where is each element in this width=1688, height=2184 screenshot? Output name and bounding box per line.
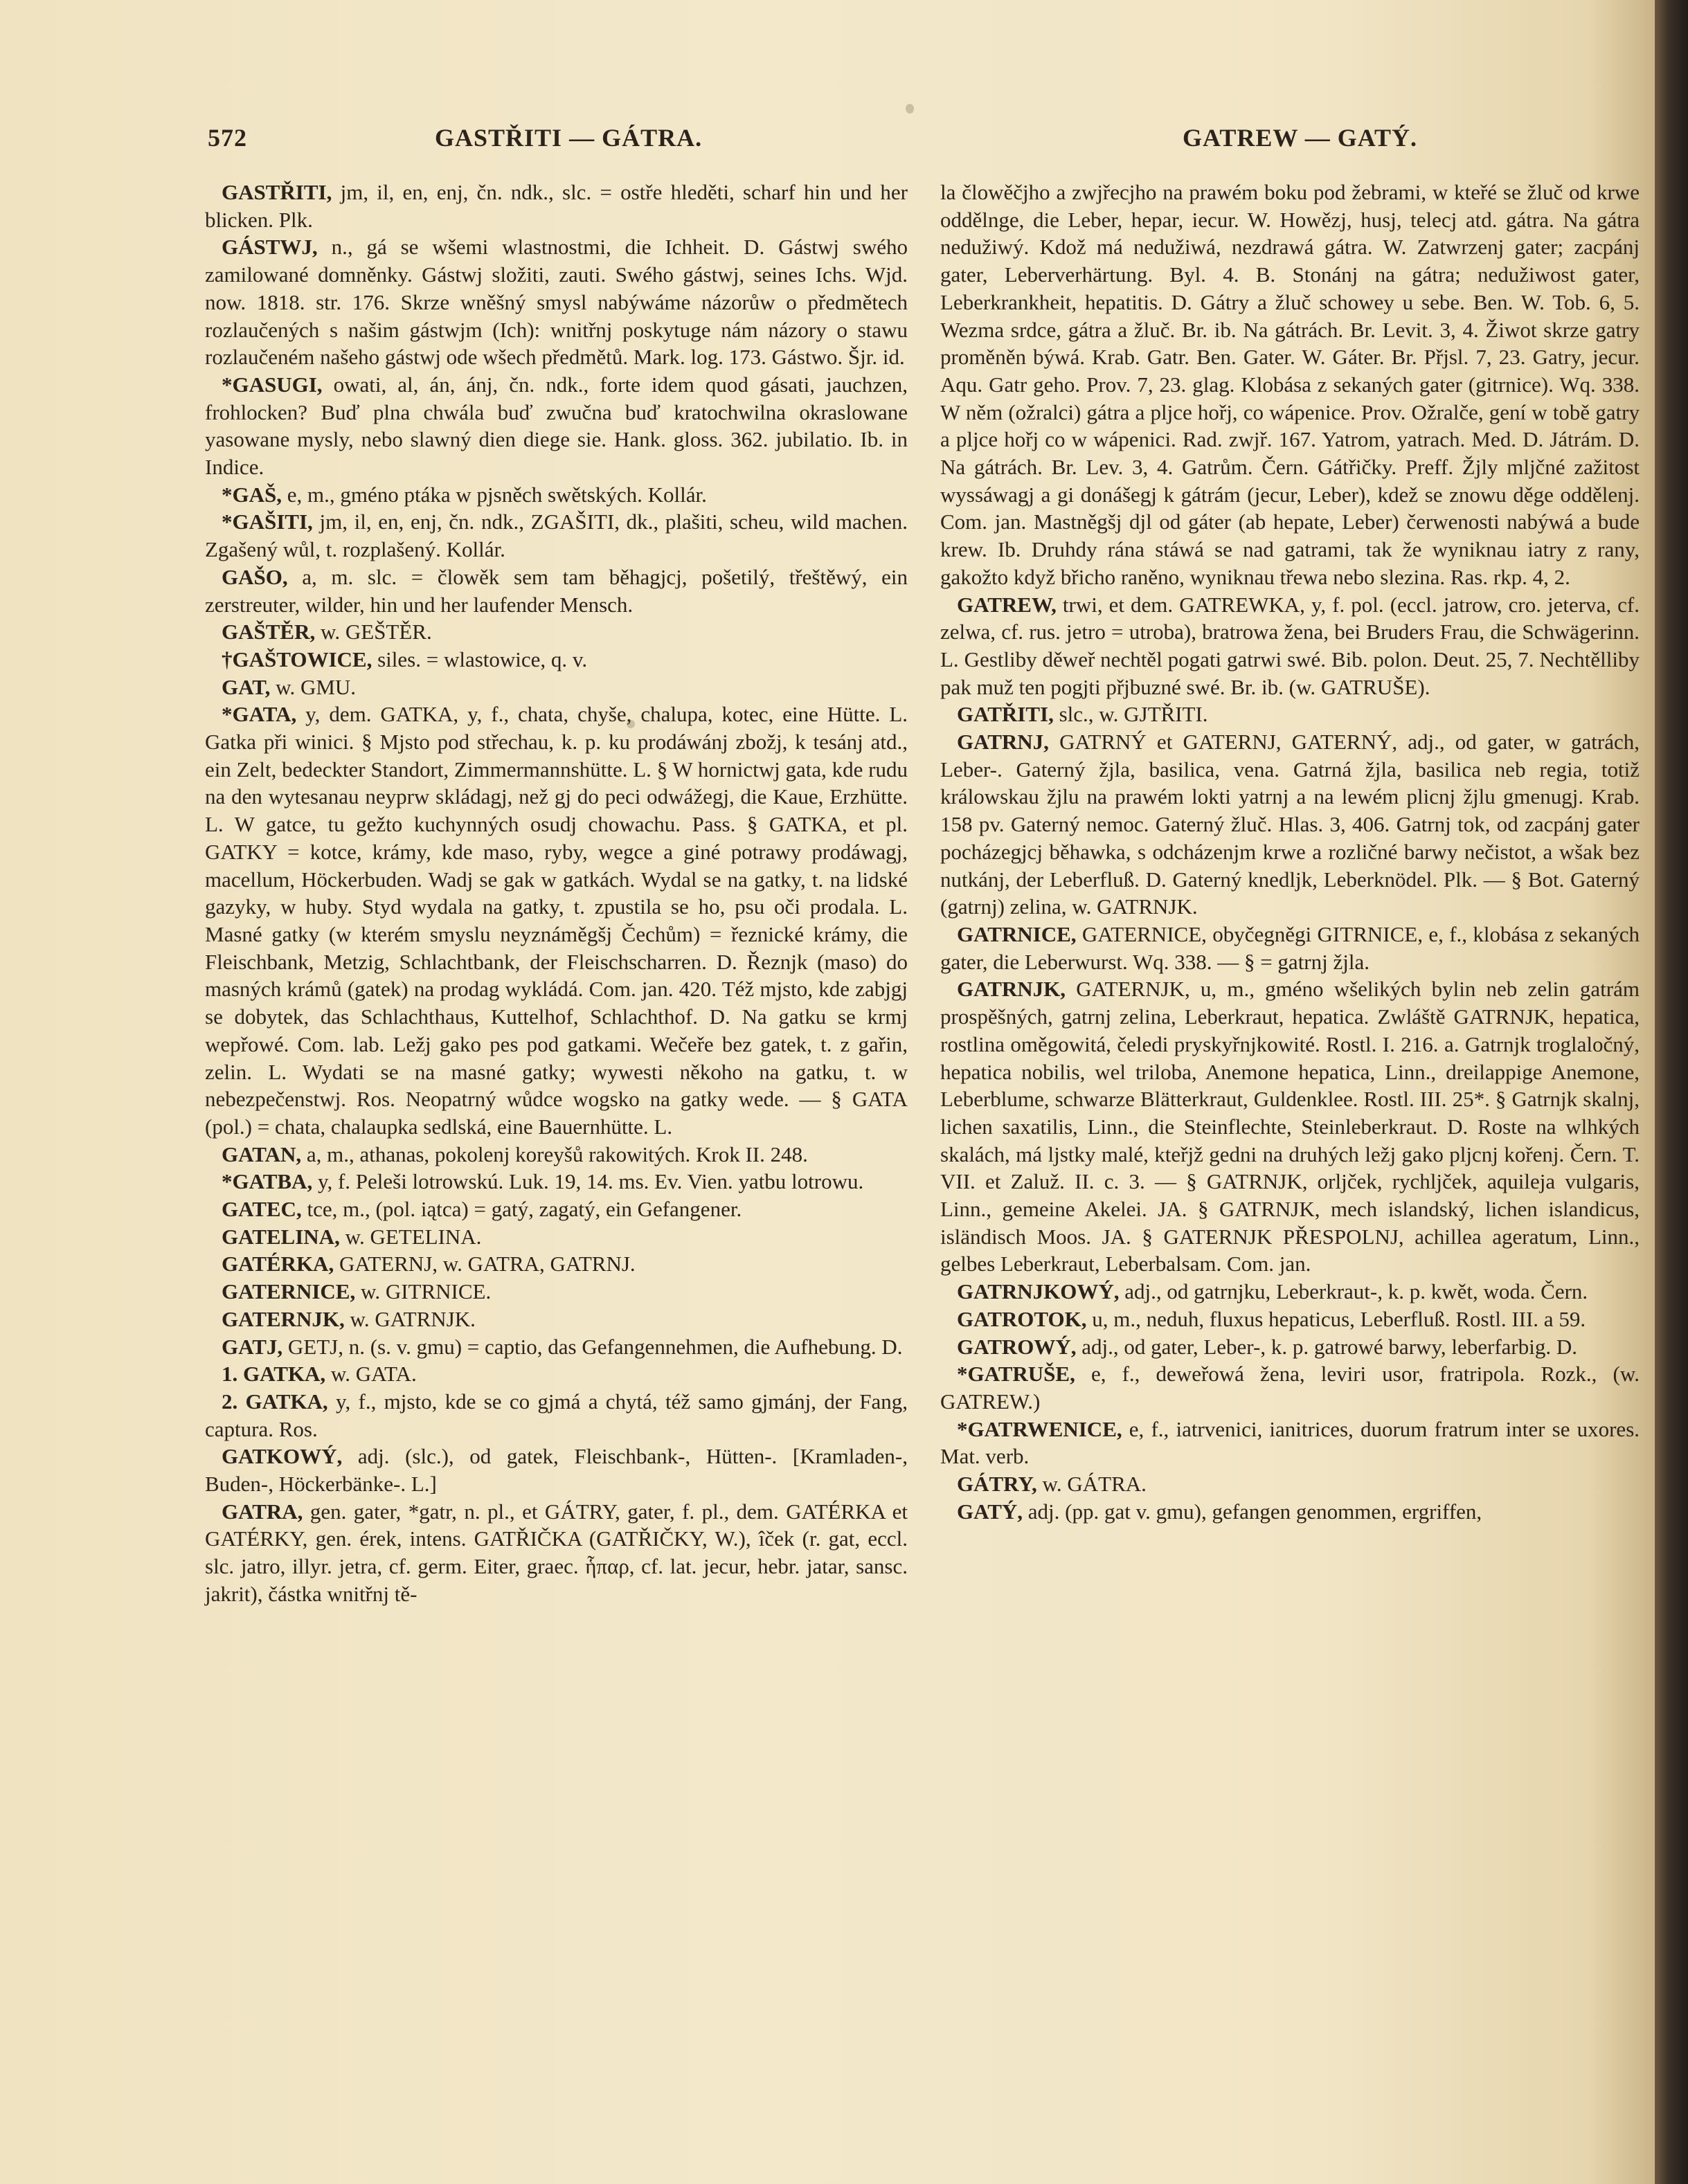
- entry-headword: GASTŘITI,: [222, 180, 332, 204]
- entry-body: a, m., athanas, pokolenj koreyšů rakowitých. Krok II. 248.: [306, 1141, 808, 1166]
- entry-headword: GÁSTWJ,: [222, 235, 318, 260]
- entry-headword: GÁTRY,: [957, 1472, 1037, 1497]
- header-right-range: GATREW — GATÝ.: [1183, 124, 1418, 152]
- entry-body: e, f., deweřowá žena, leviri usor, fratripola. Rozk., (w. GATREW.): [940, 1362, 1640, 1414]
- entry-headword: GATREW,: [957, 592, 1057, 617]
- entry-headword: GAT,: [222, 674, 271, 699]
- dictionary-entry: [205, 508, 908, 563]
- entry-body: tce, m., (pol. iątca) = gatý, zagatý, ein Gefangener.: [307, 1197, 742, 1222]
- entry-headword: †GAŠTOWICE,: [222, 647, 372, 671]
- entry-body: slc., w. GJTŘITI.: [1059, 702, 1208, 727]
- entry-headword: *GATRWENICE,: [957, 1416, 1122, 1441]
- book-edge: [1655, 0, 1688, 2184]
- entry-headword: GATRNJKOWÝ,: [957, 1279, 1120, 1304]
- dictionary-entry: [205, 618, 908, 646]
- entry-body: GATRNÝ et GATERNJ, GATERNÝ, adj., od gater, w gatrách, Leber-. Gaterný žjla, basilica, vena. Gatrná žjla, basilica neb regia, totiž králowskau žjlu na prawém lokti yatrnj a na lewém plicnj žjlu gmenugj. Krab. 158 pv. Gaterný nemoc. Gaterný žluč. Hlas. 3, 406. Gatrnj tok, od zacpánj gater pocházegjcj běhawka, s odcházenjm krwe a rozličné barwy nečistot, a wšak bez nutkánj, der Leberfluß. D. Gaterný knedljk, Leberknödel. Plk. — § Bot. Gaterný (gatrnj) zelina, w. GATRNJK.: [940, 730, 1640, 919]
- entry-body: GETJ, n. (s. v. gmu) = captio, das Gefangennehmen, die Aufhebung. D.: [287, 1334, 903, 1359]
- entry-headword: GAŠO,: [222, 564, 288, 589]
- entry-headword: GATERNJK,: [222, 1306, 345, 1331]
- dictionary-entry: [205, 674, 908, 701]
- entry-headword: *GAŠ,: [222, 482, 282, 507]
- dictionary-entry: [205, 1195, 908, 1223]
- dictionary-entry: [940, 1333, 1640, 1361]
- dictionary-entry: [940, 921, 1640, 975]
- dictionary-entry: [205, 233, 908, 371]
- entry-headword: GATAN,: [222, 1141, 302, 1166]
- dictionary-entry: [205, 1333, 908, 1361]
- running-header: [0, 123, 1655, 165]
- entry-body: n., gá se wšemi wlastnostmi, die Ichheit. D. Gástwj swého zamilowané domněnky. Gástwj složiti, zauti. Swého gástwj, seines Ichs. Wjd. now. 1818. str. 176. Skrze wněšný smysl nabýwáme názorůw o předmětech rozlaučených s našim gástwjm (Ich): wnitřnj poskytuge nám názory o stawu rozlaučeném našeho gástwj ode wšech předmětů. Mark. log. 173. Gástwo. Šjr. id.: [205, 235, 908, 370]
- dictionary-entry: [205, 481, 908, 509]
- dictionary-entry: [205, 1443, 908, 1497]
- dictionary-entry: [205, 371, 908, 481]
- entry-body: jm, il, en, enj, čn. ndk., slc. = ostře hleděti, scharf hin und her blicken. Plk.: [205, 180, 908, 232]
- entry-headword: *GATBA,: [222, 1169, 313, 1194]
- entry-headword: *GATRUŠE,: [957, 1362, 1075, 1387]
- dictionary-entry: [205, 1141, 908, 1168]
- entry-body: w. GATRNJK.: [350, 1306, 476, 1331]
- dictionary-entry: [940, 179, 1640, 591]
- entry-headword: GATJ,: [222, 1334, 283, 1359]
- entry-body: w. GÁTRA.: [1042, 1472, 1147, 1497]
- ink-spot: [627, 720, 635, 728]
- entry-headword: GATÉRKA,: [222, 1252, 334, 1276]
- entry-body: adj. (slc.), od gatek, Fleischbank-, Hütten-. [Kramladen-, Buden-, Höckerbänke-. L.]: [205, 1444, 908, 1497]
- entry-body: y, f., mjsto, kde se co gjmá a chytá, též samo gjmánj, der Fang, captura. Ros.: [205, 1389, 908, 1441]
- entry-headword: GATROWÝ,: [957, 1334, 1077, 1359]
- dictionary-entry: [205, 646, 908, 674]
- entry-headword: GATRNICE,: [957, 921, 1077, 946]
- ink-spot: [906, 104, 914, 114]
- entry-headword: GATERNICE,: [222, 1279, 356, 1304]
- entry-headword: GAŠTĚR,: [222, 620, 316, 644]
- entry-body: siles. = wlastowice, q. v.: [377, 647, 588, 671]
- entry-body: adj. (pp. gat v. gmu), gefangen genommen, ergriffen,: [1027, 1499, 1482, 1524]
- entry-headword: GATROTOK,: [957, 1306, 1087, 1331]
- entry-headword: 1. GATKA,: [222, 1362, 326, 1387]
- entry-headword: GATRA,: [222, 1499, 303, 1524]
- dictionary-entry: [940, 591, 1640, 701]
- entry-body: a, m. slc. = člowěk sem tam běhagjcj, pošetilý, třeštěwý, ein zerstreuter, wilder, hin und her laufender Mensch.: [205, 564, 908, 617]
- entry-body: w. GETELINA.: [345, 1224, 482, 1249]
- entry-body: gen. gater, *gatr, n. pl., et GÁTRY, gater, f. pl., dem. GATÉRKA et GATÉRKY, gen. érek, intens. GATŘIČKA (GATŘIČKY, W.), îček (r. gat, eccl. slc. jatro, illyr. jetra, cf. germ. Eiter, graec. ἧπαρ, cf. lat. jecur, hebr. jatar, sansc. jakrit), částka wnitřnj tě-: [205, 1499, 908, 1606]
- entry-headword: 2. GATKA,: [222, 1389, 328, 1414]
- entry-headword: *GASUGI,: [222, 372, 323, 397]
- entry-body: owati, al, án, ánj, čn. ndk., forte idem quod gásati, jauchzen, frohlocken? Buď plna chwála buď zwučna buď kratochwilna okraslowane yasowane mysly, nebo slawný dien diege sie. Hank. gloss. 362. jubilatio. Ib. in Indice.: [205, 372, 908, 480]
- dictionary-entry: [205, 1223, 908, 1251]
- entry-headword: GATŘITI,: [957, 702, 1054, 727]
- right-column: [940, 179, 1640, 1525]
- dictionary-entry: [205, 1306, 908, 1333]
- dictionary-entry: [205, 701, 908, 1140]
- dictionary-entry: [940, 1416, 1640, 1470]
- dictionary-entry: [205, 1250, 908, 1278]
- entry-headword: *GAŠITI,: [222, 509, 313, 534]
- entry-body: GATERNJK, u, m., gméno wšelikých bylin neb zelin gatrám prospěšných, gatrnj zelina, Leberkraut, hepatica. Zwláště GATRNJK, hepatica, rostlina oměgowitá, čeledi pryskyřnjkowité. Rostl. I. 216. a. Gatrnjk troglaločný, hepatica nobilis, wel triloba, Anemone hepatica, Linn., dreilappige Anemone, Leberblume, schwarze Blätterkraut, Guldenklee. Rostl. III. 25*. § Gatrnjk skalnj, lichen saxatilis, Linn., die Steinflechte, Steinleberkraut. D. Roste na wlhkých skalách, má ljstky malé, kteřjž gedni na druhých ležj gako pljcnj kořenj. Čern. T. VII. et Zaluž. II. c. 3. — § GATRNJK, orljček, rychljček, aquileja vulgaris, Linn., gemeine Akelei. JA. § GATRNJK, mech islandský, lichen islandicus, isländisch Moos. JA. § GATERNJK PŘESPOLNJ, achillea ageratum, Linn., gelbes Leberkraut, Leberbalsam. Com. jan.: [940, 977, 1640, 1276]
- dictionary-entry: [940, 1470, 1640, 1498]
- dictionary-entry: [940, 975, 1640, 1278]
- entry-body: w. GITRNICE.: [360, 1279, 492, 1304]
- dictionary-entry: [205, 1168, 908, 1195]
- entry-headword: GATEC,: [222, 1197, 302, 1222]
- entry-body: jm, il, en, enj, čn. ndk., ZGAŠITI, dk., plašiti, scheu, wild machen. Zgašený wůl, t. rozplašený. Kollár.: [205, 509, 908, 562]
- dictionary-entry: [940, 701, 1640, 728]
- entry-body: GATERNJ, w. GATRA, GATRNJ.: [339, 1252, 636, 1276]
- entry-body: y, dem. GATKA, y, f., chata, chyše, chalupa, kotec, eine Hütte. L. Gatka při winici. § Mjsto pod střechau, k. p. ku prodáwánj zbožj, k tesánj atd., ein Zelt, bedeckter Standort, Zimmermannshütte. L. § W hornictwj gata, kde rudu na den wytesanau neyprw skládagj, než gj do peci odwážegj, die Kaue, Erzhütte. L. W gatce, tu gežto kuchynných osudj chowachu. Pass. § GATKA, et pl. GATKY = kotce, krámy, kde maso, ryby, wegce a giné potrawy prodáwagj, macellum, Höckerbuden. Wadj se gak w gatkách. Wydal se na gatky, t. na lidské gazyky, w huby. Styd wydala na gatky, t. zpustila se ho, psu oči prodala. L. Masné gatky (w kterém smyslu neyznáměgšj Čechům) = řeznické krámy, die Fleischbank, Metzig, Schlachtbank, der Fleischscharren. D. Řeznjk (maso) do masných krámů (gatek) na prodag wykládá. Com. jan. 420. Též mjsto, kde zabjgj se dobytek, das Schlachthaus, Kuttelhof, Schlachthof. D. Na gatku se krmj wepřowé. Com. lab. Ležj gako pes pod gatkami. Wečeře bez gatek, t. z gařin, zelin. L. Wydati se na masné gatky; wywesti někoho na gatku, t. w nebezpečenstwj. Ros. Neopatrný wůdce wogsko na gatky wede. — § GATA (pol.) = chata, chalaupka sedlská, eine Bauernhütte. L.: [205, 702, 908, 1139]
- entry-body: e, f., iatrvenici, ianitrices, duorum fratrum inter se uxores. Mat. verb.: [940, 1416, 1640, 1469]
- dictionary-entry: [205, 1360, 908, 1388]
- dictionary-entry: [205, 1278, 908, 1306]
- dictionary-entry: [205, 563, 908, 618]
- dictionary-entry: [205, 179, 908, 233]
- dictionary-entry: [940, 1306, 1640, 1333]
- entry-headword: GATÝ,: [957, 1499, 1023, 1524]
- entry-body: trwi, et dem. GATREWKA, y, f. pol. (eccl. jatrow, cro. jeterva, cf. zelwa, cf. rus. jetro = utroba), bratrowa žena, bei Bruders Frau, die Schwägerinn. L. Gestliby děweř nechtěl pogati gatrwi swé. Bib. polon. Deut. 25, 7. Nechtělliby pak muž ten pogjti přjbuzné swé. Br. ib. (w. GATRUŠE).: [940, 592, 1640, 699]
- entry-body: e, m., gméno ptáka w pjsněch swětských. Kollár.: [287, 482, 707, 507]
- dictionary-entry: [940, 1498, 1640, 1526]
- entry-headword: GATKOWÝ,: [222, 1444, 343, 1469]
- entry-body: w. GATA.: [330, 1362, 417, 1387]
- dictionary-entry: [940, 1278, 1640, 1306]
- entry-body: GATERNICE, obyčegněgi GITRNICE, e, f., klobása z sekaných gater, die Leberwurst. Wq. 338. — § = gatrnj žjla.: [940, 921, 1640, 974]
- entry-headword: GATRNJ,: [957, 730, 1049, 755]
- header-left-range: GASTŘITI — GÁTRA.: [435, 124, 703, 152]
- page-number: 572: [208, 124, 247, 152]
- entry-headword: GATELINA,: [222, 1224, 340, 1249]
- dictionary-entry: [940, 1360, 1640, 1415]
- entry-body: y, f. Peleši lotrowskú. Luk. 19, 14. ms. Ev. Vien. yatbu lotrowu.: [317, 1169, 864, 1194]
- left-column: [205, 179, 908, 1608]
- entry-headword: GATRNJK,: [957, 977, 1066, 1002]
- entry-headword: *GATA,: [222, 702, 297, 727]
- dictionary-entry: [205, 1498, 908, 1608]
- entry-body: la člowěčjho a zwjřecjho na prawém boku pod žebrami, w kteřé se žluč od krwe oddělnge, die Leber, hepar, iecur. W. Howězj, husj, telecj atd. gátra. Na gátra nedužiwý. Kdož má nedužiwá, nezdrawá gátra. W. Zatwrzenj gater; zacpánj gater, Leberverhärtung. Byl. 4. B. Stonánj na gátra; nedužiwost gater, Leberkrankheit, hepatitis. D. Gátry a žluč schowey u sebe. Ben. W. Tob. 6, 5. Wezma srdce, gátra a žluč. Br. ib. Na gátrách. Br. Levit. 3, 4. Žiwot skrze gatry proměněn býwá. Krab. Gatr. Ben. Gater. W. Gáter. Br. Přjsl. 7, 23. Gatry, jecur. Aqu. Gatr geho. Prov. 7, 23. glag. Klobása z sekaných gater (gitrnice). Wq. 338. W něm (ožralci) gátra a pljce hořj, co wápenice. Prov. Ožralče, gení w tobě gatry a pljce hořj co w wápenici. Rad. zwjř. 167. Yatrom, yatrach. Med. D. Játrám. D. Na gátrách. Br. Lev. 3, 4. Gatrům. Čern. Gátřičky. Preff. Žjly mljčné zažitost wyssáwagj a gi donášegj k gátrám (jecur, Leber), kdež se znowu děge oddělenj. Com. jan. Mastněgšj djl od gáter (ab hepate, Leber) čerwenosti nabýwá a bude krew. Ib. Druhdy rána stáwá se nad gatrami, tak že wyniknau iatry z rany, gakožto když břicho raněno, wyniknau třewa nebo slezina. Ras. rkp. 4, 2.: [940, 180, 1640, 589]
- entry-body: adj., od gatrnjku, Leberkraut-, k. p. kwět, woda. Čern.: [1124, 1279, 1588, 1304]
- dictionary-entry: [205, 1388, 908, 1443]
- dictionary-entry: [940, 728, 1640, 921]
- entry-body: u, m., neduh, fluxus hepaticus, Leberfluß. Rostl. III. a 59.: [1092, 1306, 1586, 1331]
- entry-body: w. GMU.: [276, 674, 357, 699]
- entry-body: adj., od gater, Leber-, k. p. gatrowé barwy, leberfarbig. D.: [1081, 1334, 1577, 1359]
- entry-body: w. GEŠTĚR.: [320, 620, 432, 644]
